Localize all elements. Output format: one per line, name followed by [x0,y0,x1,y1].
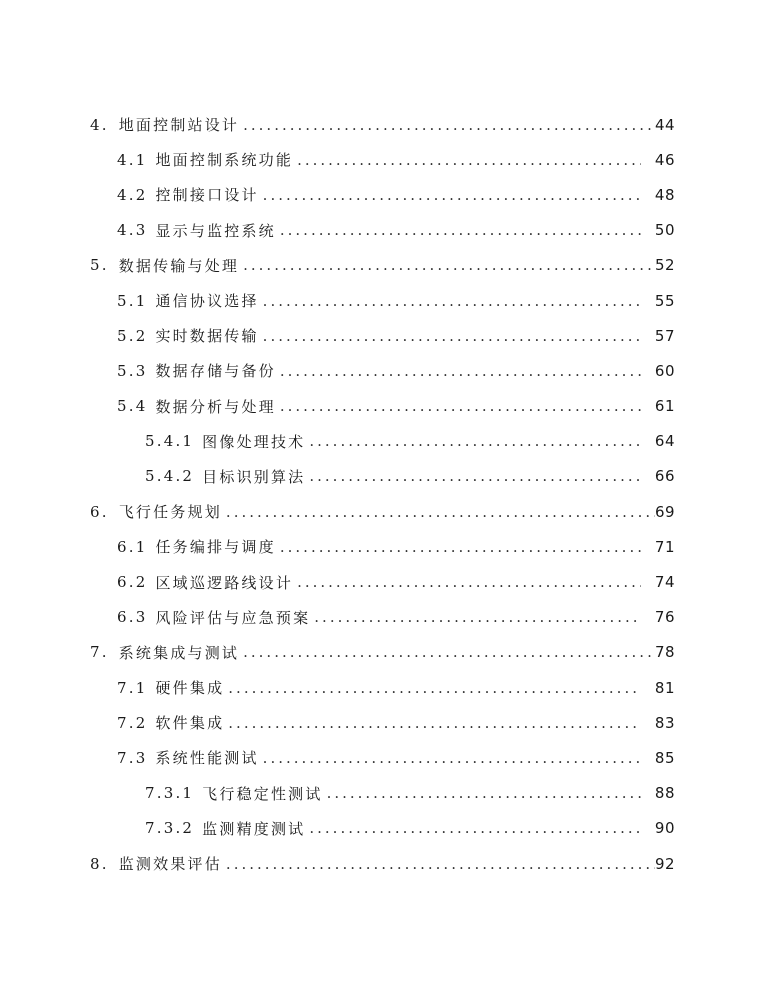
dot-leader [228,714,641,732]
toc-page-number: 46 [654,150,675,169]
toc-page-number: 66 [654,467,675,486]
toc-page-number: 81 [654,678,675,697]
toc-entry-title: 飞行稳定性测试 [202,784,323,803]
toc-entry[interactable] [0,424,765,459]
toc-entry[interactable] [0,705,765,740]
dot-leader [297,573,641,591]
toc-entry-number: 5.4.2 [145,467,195,486]
toc-page-number: 74 [654,573,675,592]
toc-entry-number: 5.2 [117,326,148,345]
toc-entry-title: 监测精度测试 [202,819,306,838]
toc-entry[interactable] [0,776,765,811]
toc-entry-title: 通信协议选择 [155,292,259,311]
dot-leader [226,855,655,873]
toc-page-number: 50 [654,221,675,240]
toc-entry[interactable] [0,177,765,212]
toc-entry-number: 4. [90,115,109,134]
toc-entry-number: 7. [90,643,109,662]
toc-entry-title: 风险评估与应急预案 [155,608,311,627]
toc-entry-title: 硬件集成 [155,679,225,698]
toc-entry-number: 7.3.2 [145,819,195,838]
toc-entry-title: 目标识别算法 [202,467,306,486]
toc-entry-number: 8. [90,854,109,873]
toc-entry-title: 区域巡逻路线设计 [155,573,294,592]
dot-leader [327,784,641,802]
toc-entry-title: 控制接口设计 [155,186,259,205]
toc-entry-title: 任务编排与调度 [155,538,276,557]
dot-leader [280,397,641,415]
toc-entry-number: 6.3 [117,608,148,627]
toc-entry[interactable] [0,389,765,424]
toc-page-number: 92 [655,854,676,873]
toc-entry-title: 显示与监控系统 [155,221,276,240]
toc-entry-title: 数据存储与备份 [155,362,276,381]
dot-leader [309,819,641,837]
dot-leader [309,467,641,485]
toc-entry-title: 地面控制站设计 [118,116,240,135]
toc-entry-number: 5.4.1 [145,432,195,451]
toc-entry-number: 6.1 [117,537,148,556]
toc-entry-number: 4.2 [117,185,148,204]
toc-entry[interactable] [0,459,765,494]
toc-page-number: 69 [655,502,676,521]
dot-leader [314,608,641,626]
toc-entry-number: 6.2 [117,573,148,592]
toc-entry[interactable] [0,740,765,775]
toc-entry-title: 实时数据传输 [155,327,259,346]
toc-page-number: 85 [654,748,675,767]
toc-entry-number: 4.1 [117,150,148,169]
toc-entry[interactable] [0,283,765,318]
toc-entry[interactable] [0,107,765,142]
toc-entry[interactable] [0,213,765,248]
toc-entry[interactable] [0,353,765,388]
toc-entry[interactable] [0,635,765,670]
toc-page-number: 61 [654,397,675,416]
toc-entry-title: 系统性能测试 [155,749,259,768]
toc-entry[interactable] [0,670,765,705]
toc-entry-number: 5. [90,256,109,275]
dot-leader [243,643,655,661]
toc-page-number: 52 [655,256,676,275]
toc-entry[interactable] [0,600,765,635]
toc-page-number: 44 [655,115,676,134]
toc-page-number: 60 [654,361,675,380]
dot-leader [226,503,655,521]
toc-entry[interactable] [0,846,765,881]
toc-page-number: 55 [654,291,675,310]
toc-entry[interactable] [0,248,765,283]
dot-leader [243,256,655,274]
dot-leader [263,186,641,204]
toc-entry-title: 监测效果评估 [118,855,222,874]
toc-entry-number: 5.4 [117,397,148,416]
toc-entry[interactable] [0,494,765,529]
toc-entry[interactable] [0,564,765,599]
toc-page-number: 83 [654,713,675,732]
dot-leader [263,292,641,310]
toc-page-number: 64 [654,432,675,451]
toc-page-number: 76 [654,608,675,627]
toc-entry-number: 7.2 [117,713,148,732]
toc-entry-title: 数据传输与处理 [118,256,240,275]
dot-leader [297,151,641,169]
dot-leader [263,327,641,345]
dot-leader [243,116,655,134]
toc-entry-number: 5.3 [117,361,148,380]
toc-page-number: 88 [654,784,675,803]
toc-entry-title: 软件集成 [155,714,225,733]
toc-entry[interactable] [0,142,765,177]
toc-entry-number: 7.3.1 [145,784,195,803]
toc-entry-number: 7.1 [117,678,148,697]
toc-entry-title: 数据分析与处理 [155,397,276,416]
table-of-contents [0,107,765,881]
dot-leader [263,749,641,767]
toc-page-number: 57 [654,326,675,345]
toc-page-number: 71 [654,537,675,556]
dot-leader [280,221,641,239]
toc-page-number: 90 [654,819,675,838]
toc-entry-number: 7.3 [117,748,148,767]
dot-leader [228,679,641,697]
toc-entry-title: 地面控制系统功能 [155,151,294,170]
toc-entry-number: 4.3 [117,221,148,240]
toc-entry-title: 系统集成与测试 [118,643,240,662]
toc-entry-title: 飞行任务规划 [118,503,222,522]
toc-entry[interactable] [0,529,765,564]
toc-page-number: 78 [655,643,676,662]
toc-entry-number: 5.1 [117,291,148,310]
toc-page-number: 48 [654,185,675,204]
toc-entry-title: 图像处理技术 [202,432,306,451]
toc-entry-number: 6. [90,502,109,521]
dot-leader [309,432,641,450]
dot-leader [280,538,641,556]
toc-entry[interactable] [0,811,765,846]
dot-leader [280,362,641,380]
toc-entry[interactable] [0,318,765,353]
